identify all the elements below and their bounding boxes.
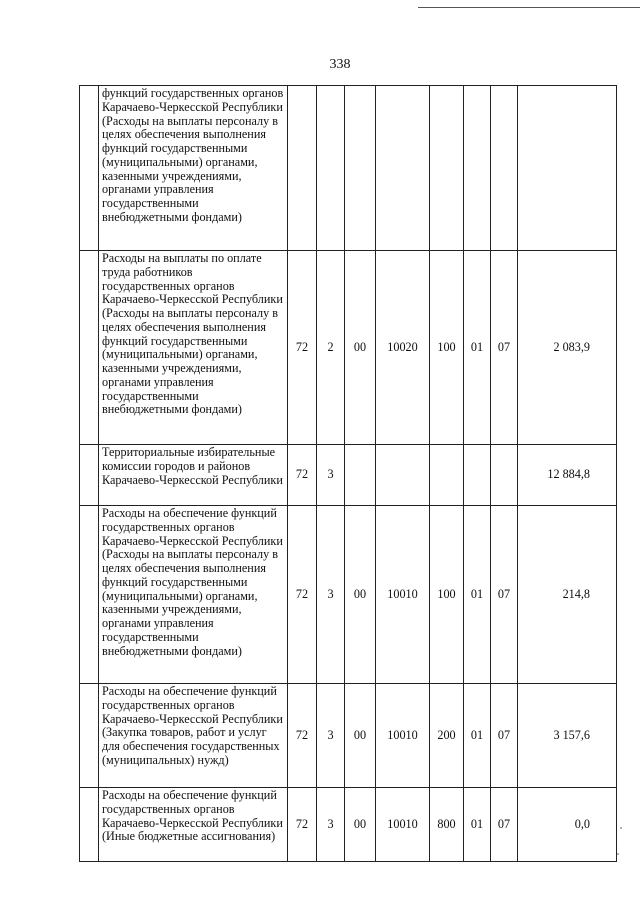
cell-code: 3	[317, 445, 345, 506]
top-rule	[418, 7, 640, 8]
table-row	[80, 506, 617, 684]
cell-code: 00	[345, 684, 376, 788]
cell-code: 100	[430, 506, 464, 684]
row-amount: 0,0	[518, 788, 617, 862]
cell-code: 01	[464, 251, 491, 445]
row-margin-cell	[80, 445, 99, 506]
cell-code	[317, 86, 345, 251]
cell-code: 07	[491, 506, 518, 684]
row-amount: 3 157,6	[518, 684, 617, 788]
cell-code: 10010	[376, 684, 430, 788]
row-name: Расходы на выплаты по оплате труда работников государственных органов Карачаево-Черкесской Республики (Расходы на выплаты персоналу в целях обеспечения выполнения функций государственными (муниципальными) органами, казенными учреждениями, органами управления государственными внебюджетными фондами)	[99, 251, 288, 445]
cell-code: 10010	[376, 506, 430, 684]
cell-code: 72	[288, 788, 317, 862]
cell-code: 07	[491, 684, 518, 788]
cell-code: 10020	[376, 251, 430, 445]
cell-code	[345, 86, 376, 251]
cell-code	[430, 445, 464, 506]
cell-code: 3	[317, 506, 345, 684]
row-margin-cell	[80, 788, 99, 862]
table-row	[80, 251, 617, 445]
cell-code	[376, 445, 430, 506]
cell-code	[491, 445, 518, 506]
table-row	[80, 788, 617, 862]
row-name: Территориальные избирательные комиссии городов и районов Карачаево-Черкесской Республики	[99, 445, 288, 506]
cell-code	[430, 86, 464, 251]
row-amount: 214,8	[518, 506, 617, 684]
row-margin-cell	[80, 684, 99, 788]
cell-code: 00	[345, 506, 376, 684]
cell-code: 00	[345, 788, 376, 862]
cell-code: 72	[288, 251, 317, 445]
cell-code: 00	[345, 251, 376, 445]
row-name: Расходы на обеспечение функций государственных органов Карачаево-Черкесской Республики (Иные бюджетные ассигнования)	[99, 788, 288, 862]
row-name: функций государственных органов Карачаево-Черкесской Республики (Расходы на выплаты персоналу в целях обеспечения выполнения функций государственными (муниципальными) органами, казенными учреждениями, органами управления государственными внебюджетными фондами)	[99, 86, 288, 251]
scan-speck	[620, 827, 622, 829]
cell-code: 07	[491, 788, 518, 862]
row-margin-cell	[80, 251, 99, 445]
row-amount	[518, 86, 617, 251]
cell-code	[288, 86, 317, 251]
cell-code	[345, 445, 376, 506]
cell-code: 01	[464, 506, 491, 684]
cell-code: 01	[464, 684, 491, 788]
row-name: Расходы на обеспечение функций государственных органов Карачаево-Черкесской Республики (Расходы на выплаты персоналу в целях обеспечения выполнения функций государственными (муниципальными) органами, казенными учреждениями, органами управления государственными внебюджетными фондами)	[99, 506, 288, 684]
row-amount: 2 083,9	[518, 251, 617, 445]
cell-code: 200	[430, 684, 464, 788]
cell-code	[376, 86, 430, 251]
cell-code: 07	[491, 251, 518, 445]
table-row	[80, 445, 617, 506]
cell-code	[464, 445, 491, 506]
cell-code: 3	[317, 684, 345, 788]
cell-code: 72	[288, 445, 317, 506]
cell-code: 72	[288, 506, 317, 684]
table-row	[80, 684, 617, 788]
page-number: 338	[329, 57, 351, 72]
budget-table	[79, 85, 617, 862]
cell-code: 10010	[376, 788, 430, 862]
cell-code: 01	[464, 788, 491, 862]
cell-code: 100	[430, 251, 464, 445]
cell-code: 72	[288, 684, 317, 788]
scan-speck	[617, 853, 619, 855]
row-margin-cell	[80, 86, 99, 251]
row-margin-cell	[80, 506, 99, 684]
row-amount: 12 884,8	[518, 445, 617, 506]
table-row	[80, 86, 617, 251]
cell-code: 3	[317, 788, 345, 862]
cell-code: 2	[317, 251, 345, 445]
cell-code: 800	[430, 788, 464, 862]
cell-code	[464, 86, 491, 251]
row-name: Расходы на обеспечение функций государственных органов Карачаево-Черкесской Республики (Закупка товаров, работ и услуг для обеспечения государственных (муниципальных) нужд)	[99, 684, 288, 788]
cell-code	[491, 86, 518, 251]
